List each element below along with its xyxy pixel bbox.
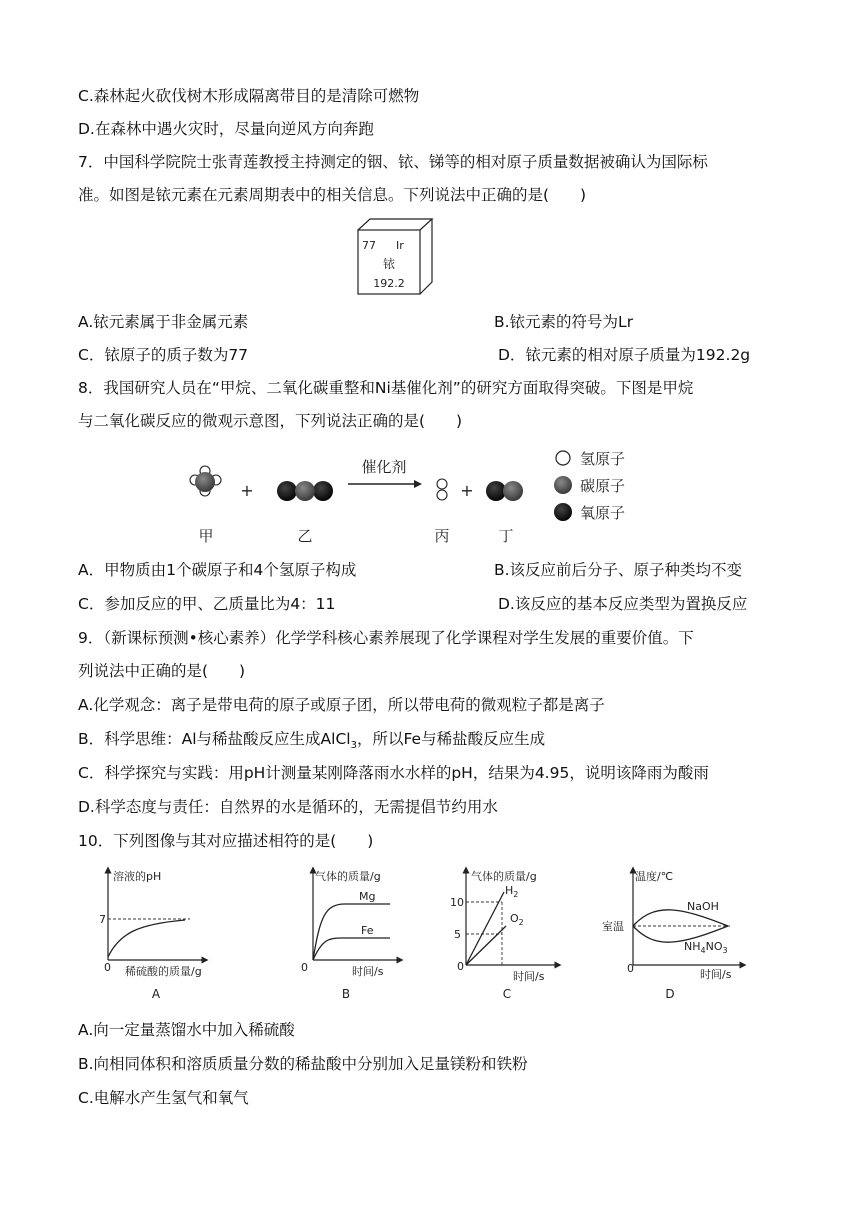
svg-text:NaOH: NaOH: [687, 900, 719, 913]
q9-option-c: C．科学探究与实践：用pH计测量某刚降落雨水水样的pH，结果为4.95，说明该降雨为酸雨: [78, 764, 709, 782]
svg-text:NH4NO3: $NH_4NO_3$: [684, 940, 728, 955]
label-jia: 甲: [198, 527, 214, 545]
graph-d: [602, 869, 743, 1001]
graph-a: [99, 869, 205, 1001]
q7-option-c: C．铱原子的质子数为77: [78, 346, 249, 364]
q9-stem-line2: 列说法中正确的是( ): [78, 662, 246, 680]
element-name: 铱: [382, 257, 396, 271]
legend-carbon: 碳原子: [580, 477, 626, 495]
svg-text:A: A: [151, 987, 161, 1001]
methane-molecule: [190, 466, 221, 496]
q10-option-c: C.电解水产生氢气和氧气: [78, 1089, 249, 1107]
q10-option-a: A.向一定量蒸馏水中加入稀硫酸: [78, 1021, 295, 1039]
graph-b: [301, 869, 400, 1001]
carbon-monoxide-molecule: [486, 481, 523, 501]
element-mass: 192.2: [373, 277, 405, 290]
svg-text:C: C: [502, 987, 512, 1001]
q7-stem-line2: 准。如图是铱元素在元素周期表中的相关信息。下列说法中正确的是( ): [78, 186, 587, 204]
q9-stem-line1: 9．（新课标预测•核心素养）化学学科核心素养展现了化学课程对学生发展的重要价值。下: [78, 629, 694, 647]
svg-text:0: 0: [457, 960, 464, 973]
svg-text:Fe: Fe: [361, 924, 374, 937]
svg-text:B: B: [341, 987, 351, 1001]
svg-text:+: +: [460, 481, 474, 500]
label-yi: 乙: [297, 527, 313, 545]
q8-option-b: B.该反应前后分子、原子种类均不变: [494, 561, 743, 579]
svg-text:0: 0: [104, 961, 111, 974]
catalyst-label: 催化剂: [361, 458, 407, 476]
q6-option-c: C.森林起火砍伐树木形成隔离带目的是清除可燃物: [78, 87, 420, 105]
q8-option-d: D.该反应的基本反应类型为置换反应: [498, 595, 748, 613]
carbon-dioxide-molecule: [277, 481, 333, 501]
svg-text:溶液的pH: 溶液的pH: [113, 870, 162, 883]
svg-text:O2: $O_2$: [510, 912, 524, 927]
graph-c: [450, 869, 558, 1001]
svg-text:时间/s: 时间/s: [352, 965, 384, 978]
label-bing: 丙: [434, 527, 450, 545]
q7-option-a: A.铱元素属于非金属元素: [78, 313, 249, 331]
q9-option-a: A.化学观念：离子是带电荷的原子或原子团，所以带电荷的微观粒子都是离子: [78, 696, 605, 714]
q7-option-d: D．铱元素的相对原子质量为192.2g: [498, 346, 751, 364]
svg-text:7: 7: [99, 913, 106, 926]
q6-option-d: D.在森林中遇火灾时，尽量向逆风方向奔跑: [78, 120, 374, 138]
svg-text:Mg: Mg: [359, 890, 376, 903]
legend-hydrogen: 氢原子: [580, 450, 626, 468]
svg-text:5: 5: [454, 928, 461, 941]
reaction-diagram: [170, 440, 670, 550]
svg-text:H2: $H_2$: [505, 884, 519, 899]
svg-text:气体的质量/g: 气体的质量/g: [471, 870, 537, 883]
q10-stem: 10．下列图像与其对应描述相符的是( ): [78, 832, 374, 850]
svg-text:室温: 室温: [602, 920, 624, 933]
graphs-row: [80, 862, 750, 1007]
svg-text:时间/s: 时间/s: [513, 970, 545, 983]
q9-option-b: B．科学思维：Al与稀盐酸反应生成AlCl$_3$，所以Fe与稀盐酸反应生成: [78, 730, 546, 752]
svg-text:D: D: [665, 987, 675, 1001]
svg-text:时间/s: 时间/s: [700, 968, 732, 981]
q8-option-c: C．参加反应的甲、乙质量比为4：11: [78, 595, 336, 613]
element-card: [356, 216, 436, 298]
element-atomic-number: 77: [362, 239, 376, 252]
label-ding: 丁: [498, 527, 514, 545]
svg-text:+: +: [240, 481, 254, 500]
q8-stem-line2: 与二氧化碳反应的微观示意图，下列说法正确的是( ): [78, 412, 463, 430]
svg-text:气体的质量/g: 气体的质量/g: [315, 870, 381, 883]
hydrogen-molecule: [437, 479, 447, 500]
svg-text:0: 0: [301, 961, 308, 974]
q7-option-b: B.铱元素的符号为Lr: [494, 313, 634, 331]
svg-text:10: 10: [450, 896, 464, 909]
q9-option-d: D.科学态度与责任：自然界的水是循环的，无需提倡节约用水: [78, 798, 498, 816]
legend-oxygen: 氧原子: [580, 504, 626, 522]
element-symbol: Ir: [396, 239, 404, 252]
q8-stem-line1: 8．我国研究人员在“甲烷、二氧化碳重整和Ni基催化剂”的研究方面取得突破。下图是甲烷: [78, 379, 694, 397]
q7-stem-line1: 7．中国科学院院士张青莲教授主持测定的铟、铱、锑等的相对原子质量数据被确认为国际标: [78, 153, 708, 171]
q10-option-b: B.向相同体积和溶质质量分数的稀盐酸中分别加入足量镁粉和铁粉: [78, 1055, 528, 1073]
svg-text:温度/℃: 温度/℃: [635, 870, 674, 883]
svg-text:稀硫酸的质量/g: 稀硫酸的质量/g: [125, 965, 202, 978]
q8-option-a: A．甲物质由1个碳原子和4个氢原子构成: [78, 561, 357, 579]
svg-text:0: 0: [627, 962, 634, 975]
